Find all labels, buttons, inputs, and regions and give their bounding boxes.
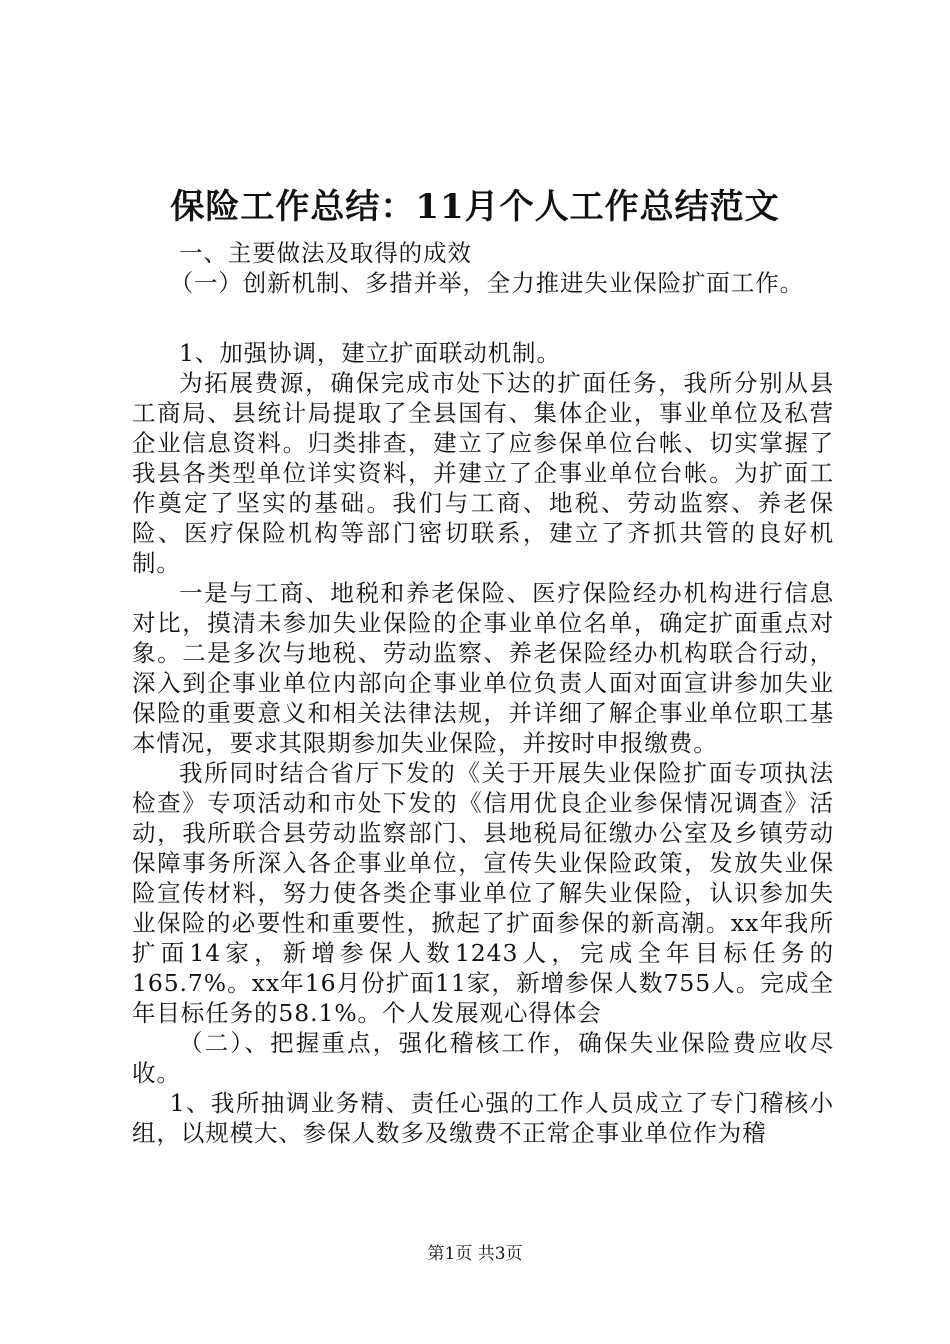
section-heading: 一、主要做法及取得的成效	[179, 239, 472, 267]
subsection-heading: （一）创新机制、多措并举，全力推进失业保险扩面工作。	[169, 269, 804, 297]
body-paragraph: 我所同时结合省厅下发的《关于开展失业保险扩面专项执法检查》专项活动和市处下发的《信用优良企业参保情况调查》活动，我所联合县劳动监察部门、县地税局征缴办公室及乡镇劳动保障事务所深入各企事业单位，宣传失业保险政策，发放失业保险宣传材料，努力使各类企事业单位了解失业保险，认识参加失业保险的必要性和重要性，掀起了扩面参保的新高潮。xx年我所扩面14家，新增参保人数1243人，完成全年目标任务的165.7%。xx年16月份扩面11家，新增参保人数755人。完成全年目标任务的58.1%。个人发展观心得体会	[132, 759, 834, 1027]
item-heading: 1、加强协调，建立扩面联动机制。	[179, 339, 561, 367]
paragraph-spacer	[132, 298, 834, 338]
body-paragraph: 一是与工商、地税和养老保险、医疗保险经办机构进行信息对比，摸清未参加失业保险的企事业单位名单，确定扩面重点对象。二是多次与地税、劳动监察、养老保险经办机构联合行动，深入到企事业单位内部向企事业单位负责人面对面宣讲参加失业保险的重要意义和相关法律法规，并详细了解企事业单位职工基本情况，要求其限期参加失业保险，并按时申报缴费。	[132, 579, 834, 757]
document-title: 保险工作总结：11月个人工作总结范文	[170, 187, 780, 227]
body-paragraph: 1、我所抽调业务精、责任心强的工作人员成立了专门稽核小组，以规模大、参保人数多及缴费不正常企事业单位作为稽	[132, 1089, 834, 1147]
body-paragraph: 为拓展费源，确保完成市处下达的扩面任务，我所分别从县工商局、县统计局提取了全县国有、集体企业，事业单位及私营企业信息资料。归类排查，建立了应参保单位台帐、切实掌握了我县各类型单位详实资料，并建立了企事业单位台帐。为扩面工作奠定了坚实的基础。我们与工商、地税、劳动监察、养老保险、医疗保险机构等部门密切联系，建立了齐抓共管的良好机制。	[132, 369, 834, 577]
page-footer: 第1页 共3页	[427, 1244, 523, 1264]
document-body	[132, 238, 834, 1148]
subsection-heading: （二）、把握重点，强化稽核工作，确保失业保险费应收尽收。	[132, 1029, 834, 1087]
